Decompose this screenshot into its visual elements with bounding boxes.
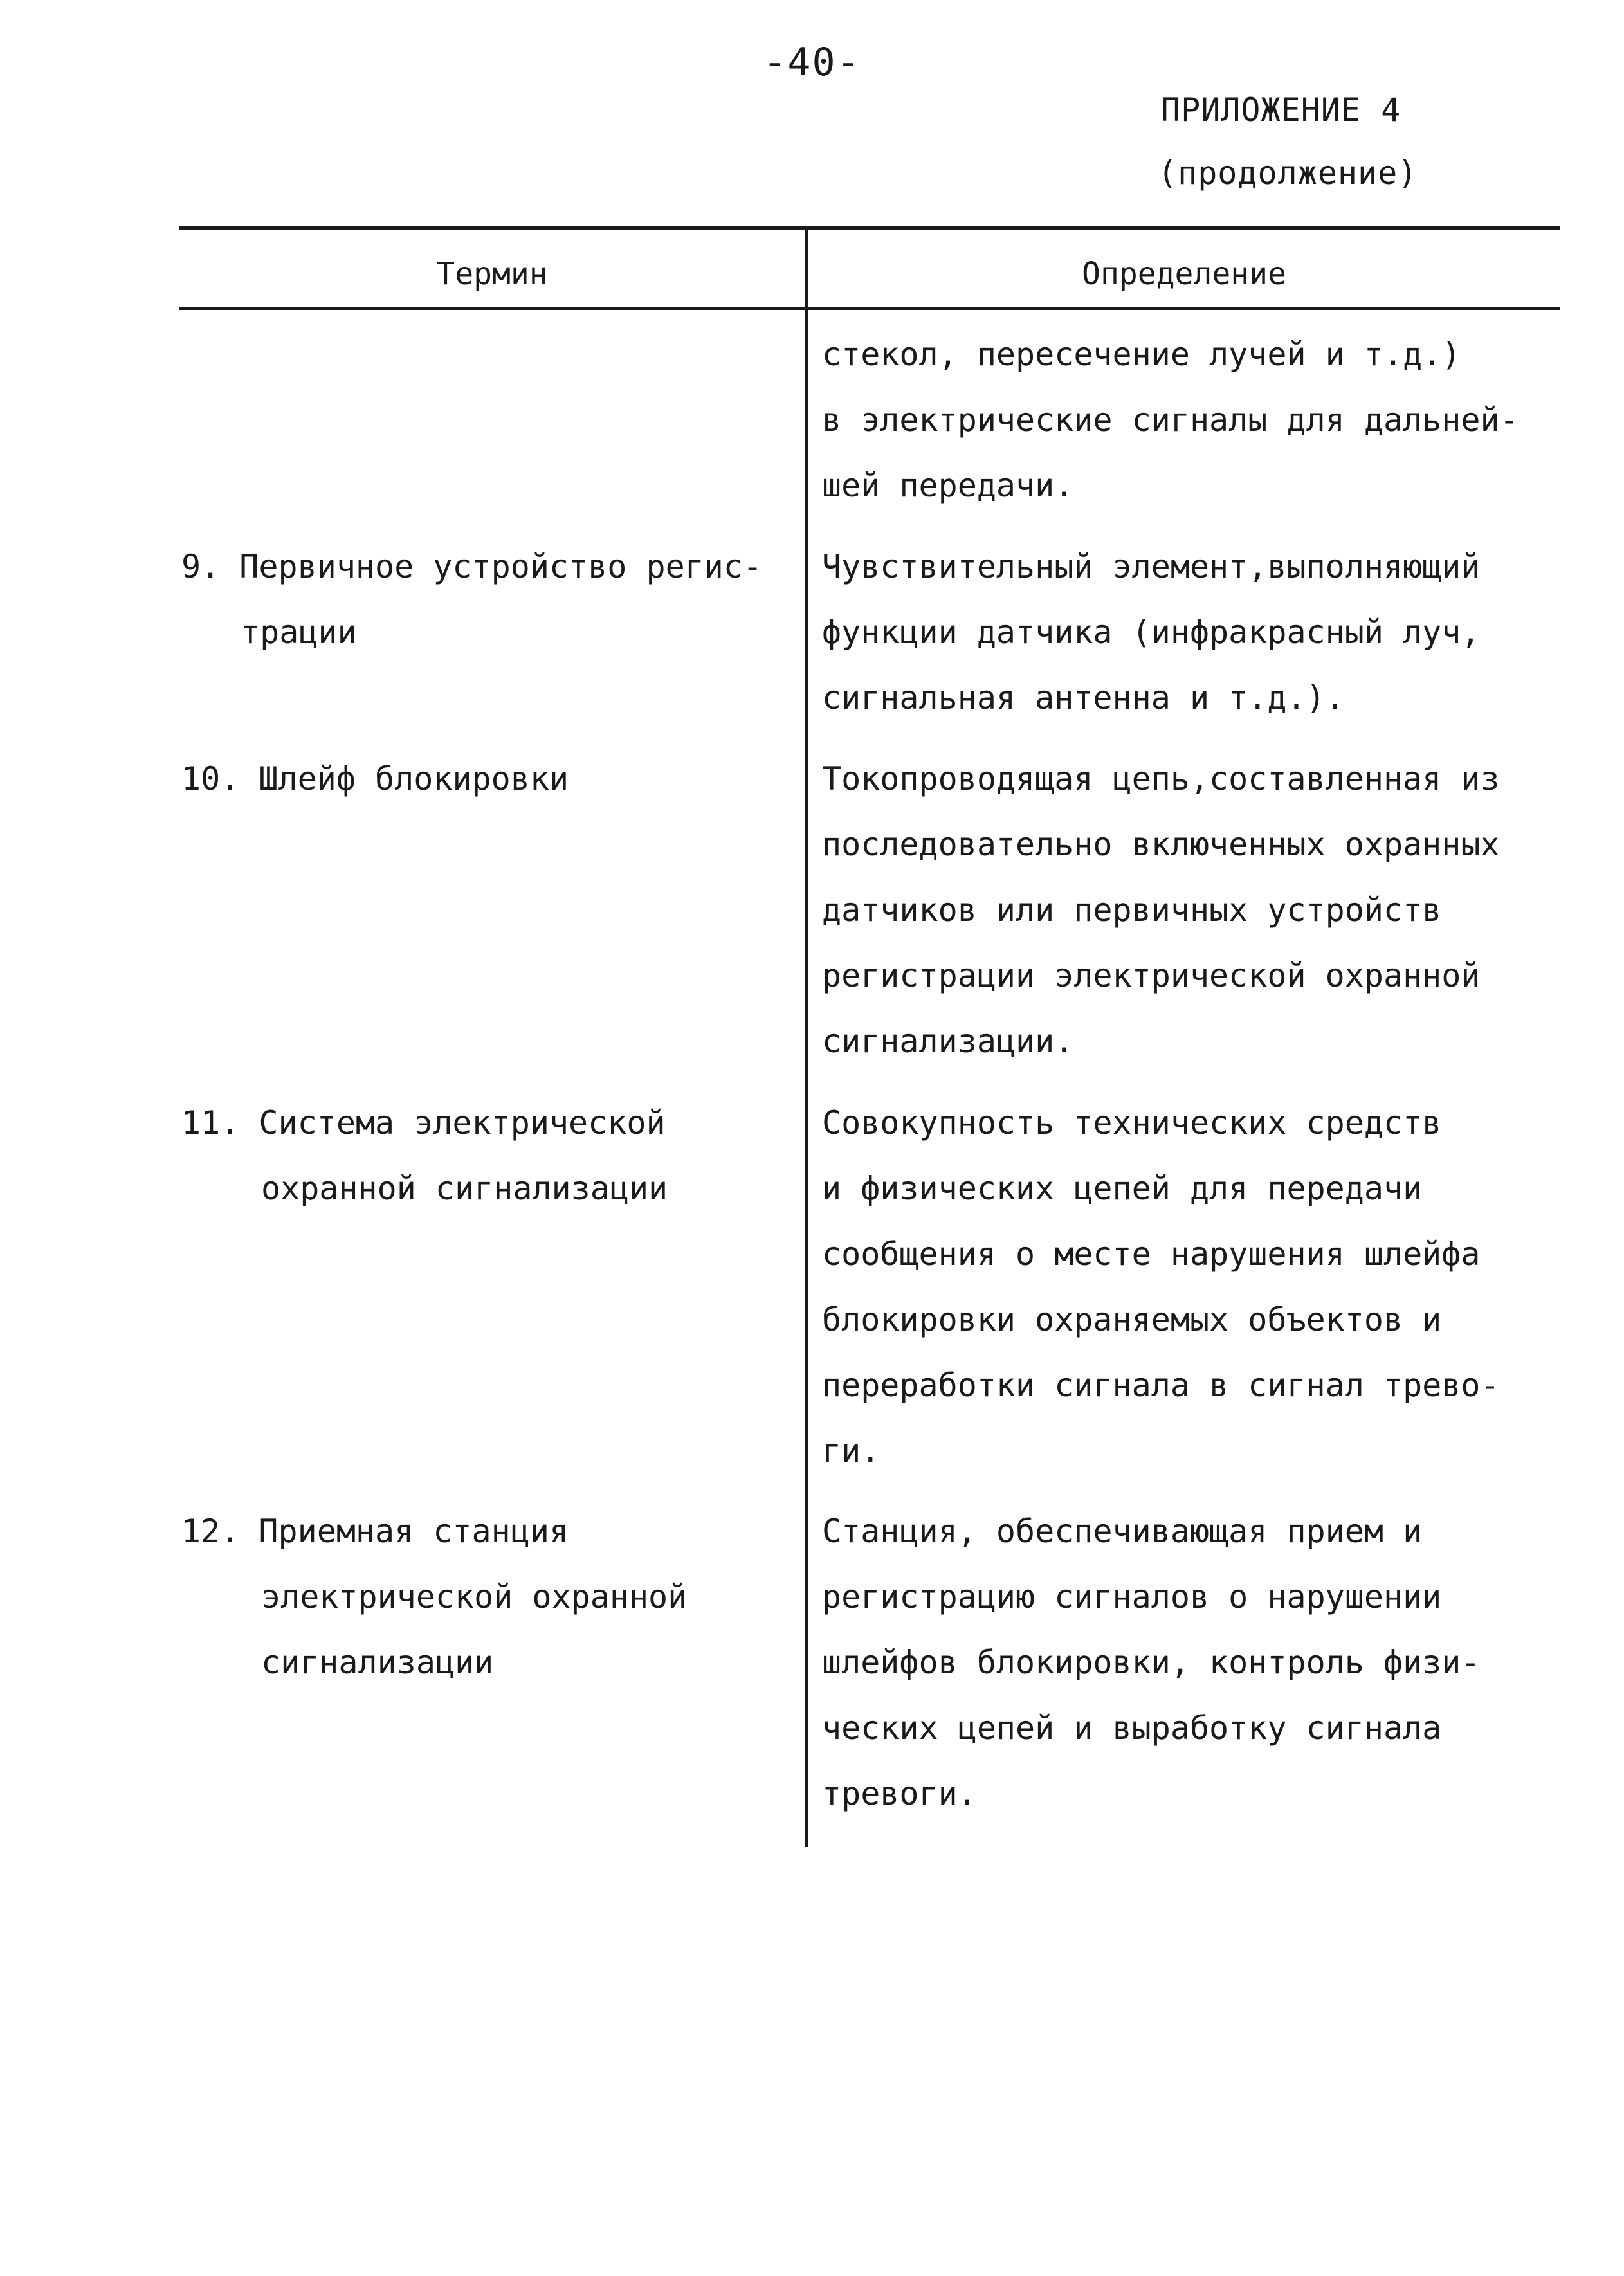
definition-line: Станция, обеспечивающая прием и <box>822 1513 1423 1550</box>
definition-line: ческих цепей и выработку сигнала <box>822 1709 1442 1747</box>
header-term: Термин <box>436 256 548 292</box>
definition-line: переработки сигнала в сигнал трево- <box>822 1367 1500 1404</box>
term-line: 10. Шлейф блокировки <box>181 760 569 797</box>
definition-line: и физических цепей для передачи <box>822 1170 1423 1207</box>
definition-cell <box>822 1498 1562 1826</box>
definition-line: тревоги. <box>822 1775 977 1812</box>
column-divider <box>805 226 808 1847</box>
term-line: электрической охранной <box>261 1578 688 1616</box>
definition-line: датчиков или первичных устройств <box>822 891 1442 929</box>
definition-cell <box>822 1090 1562 1484</box>
definition-line: сигнальная антенна и т.д.). <box>822 679 1345 716</box>
definition-line: сообщения о месте нарушения шлейфа <box>822 1235 1481 1273</box>
term-line: 9. Первичное устройство регис- <box>181 548 763 585</box>
definition-cell <box>822 534 1562 731</box>
definition-line: Совокупность технических средств <box>822 1104 1442 1142</box>
term-cell <box>181 1090 799 1221</box>
definition-line: регистрацию сигналов о нарушении <box>822 1578 1442 1616</box>
definition-line: сигнализации. <box>822 1023 1074 1060</box>
term-cell <box>181 534 799 665</box>
definition-line: ги. <box>822 1432 880 1470</box>
term-cell <box>181 746 799 812</box>
definition-line: регистрации электрической охранной <box>822 957 1481 994</box>
definition-line: в электрические сигналы для дальней- <box>822 401 1519 439</box>
term-line: сигнализации <box>261 1644 494 1681</box>
term-cell <box>181 1498 799 1695</box>
definition-line: Токопроводящая цепь,составленная из <box>822 760 1500 797</box>
definition-line: последовательно включенных охранных <box>822 826 1500 863</box>
definition-line: шей передачи. <box>822 467 1074 504</box>
definition-line: блокировки охраняемых объектов и <box>822 1301 1442 1338</box>
appendix-title: ПРИЛОЖЕНИЕ 4 <box>1161 91 1401 129</box>
page-number: -40- <box>763 40 861 85</box>
definition-cell <box>822 322 1562 518</box>
definition-line: шлейфов блокировки, контроль физи- <box>822 1644 1481 1681</box>
term-line: охранной сигнализации <box>261 1170 668 1207</box>
table-top-rule <box>179 226 1560 230</box>
definition-line: стекол, пересечение лучей и т.д.) <box>822 336 1461 373</box>
term-line: 11. Система электрической <box>181 1104 666 1142</box>
definition-cell <box>822 746 1562 1074</box>
term-line: трации <box>241 614 357 651</box>
appendix-subtitle: (продолжение) <box>1158 154 1418 192</box>
table-header-rule <box>179 307 1560 310</box>
header-definition: Определение <box>1082 256 1286 292</box>
definition-line: Чувствительный элемент,выполняющий <box>822 548 1481 585</box>
term-line: 12. Приемная станция <box>181 1513 569 1550</box>
definition-line: функции датчика (инфракрасный луч, <box>822 614 1481 651</box>
